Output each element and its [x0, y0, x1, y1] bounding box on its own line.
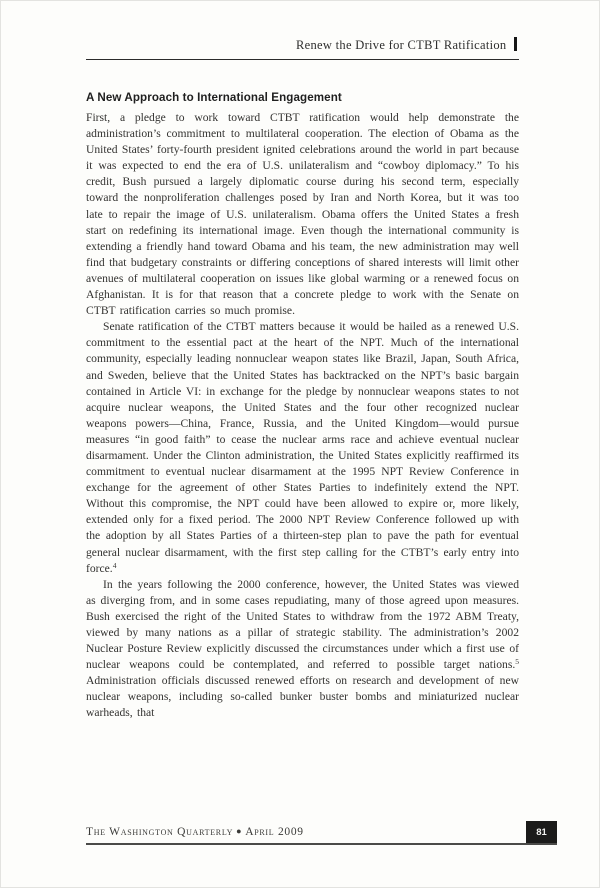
page-number-box [526, 821, 557, 843]
page-number: 81 [536, 826, 547, 838]
footnote-marker-5: 5 [515, 657, 519, 667]
running-header-title: Renew the Drive for CTBT Ratification [296, 38, 507, 52]
article-body [86, 110, 519, 821]
paragraph-2-text: Senate ratification of the CTBT matters because it would be hailed as a renewed U.S. commitment to the essential pact at the heart of the NPT. Much of the international community, especially leading nonnuclear weapon states like Brazil, Japan, South Africa, and Sweden, believe that the United States has backtracked on the NPT’s basic bargain contained in Article VI: in exchange for the pledge by nonnuclear weapons states to not acquire nuclear weapons, the United States and the four other recognized nuclear weapons powers—China, France, Russia, and the United Kingdom—would pursue measures “in good faith” to cease the nuclear arms race and achieve eventual nuclear disarmament. Under the Clinton administration, the United States explicitly reaffirmed its commitment to eventual nuclear disarmament at the 1995 NPT Review Conference in exchange for the agreement of other States Parties to indefinitely extend the NPT. Without this compromise, the NPT could have been allowed to expire or, more likely, extended only for a fixed period. The 2000 NPT Review Conference followed up with the adoption by all States Parties of a thirteen-step plan to pave the path for eventual general nuclear disarmament, with the first step calling for the CTBT’s early entry into force. [86, 320, 519, 575]
paragraph-3-text-after: Administration officials discussed renewed efforts on research and development of new nuclear weapons, including so-called bunker buster bombs and miniaturized nuclear warheads, that [86, 674, 519, 720]
page-footer [86, 821, 557, 845]
footer-journal-line [86, 826, 304, 843]
running-header [86, 37, 519, 53]
paragraph-3-text-before: In the years following the 2000 conference, however, the United States was viewed as diverging from, and in some cases repudiating, many of those agreed upon measures. Bush exercised the right of the United States to withdraw from the 1972 ABM Treaty, viewed by many nations as a pillar of strategic stability. The administration’s 2002 Nuclear Posture Review explicitly discussed the circumstances under which a first use of nuclear weapons could be contemplated, and referred to possible target nations. [86, 577, 519, 672]
paragraph-3 [86, 577, 519, 722]
footer-issue-date: April 2009 [245, 826, 304, 838]
paragraph-1 [86, 110, 519, 319]
footer-journal-name: The Washington Quarterly [86, 826, 234, 838]
header-rule [86, 59, 519, 60]
footer-bullet-icon: ● [236, 826, 243, 836]
header-bar-ornament [514, 37, 518, 51]
footnote-marker-4: 4 [112, 560, 117, 570]
paragraph-1-text: First, a pledge to work toward CTBT ratification would help demonstrate the administration’s commitment to multilateral cooperation. The election of Obama as the United States’ forty-fourth president ignited celebrations around the world in part because it was expected to end the era of U.S. unilateralism and “cowboy diplomacy.” To his credit, Bush pursued a largely diplomatic course during his second term, especially toward the nonproliferation challenges posed by Iran and North Korea, but it was too late to repair the image of U.S. unilateralism. Obama offers the United States a fresh start on redefining its international image. Even though the international community is extending a friendly hand toward Obama and his team, the new administration may well find that budgetary constraints or differing conceptions of shared interests will limit other avenues of multilateral cooperation on issues like global warming or a renewed focus on Afghanistan. It is for that reason that a concrete pledge to work with the Senate on CTBT ratification carries so much promise. [86, 111, 519, 318]
section-heading: A New Approach to International Engagement [86, 91, 342, 104]
paragraph-2 [86, 319, 519, 577]
